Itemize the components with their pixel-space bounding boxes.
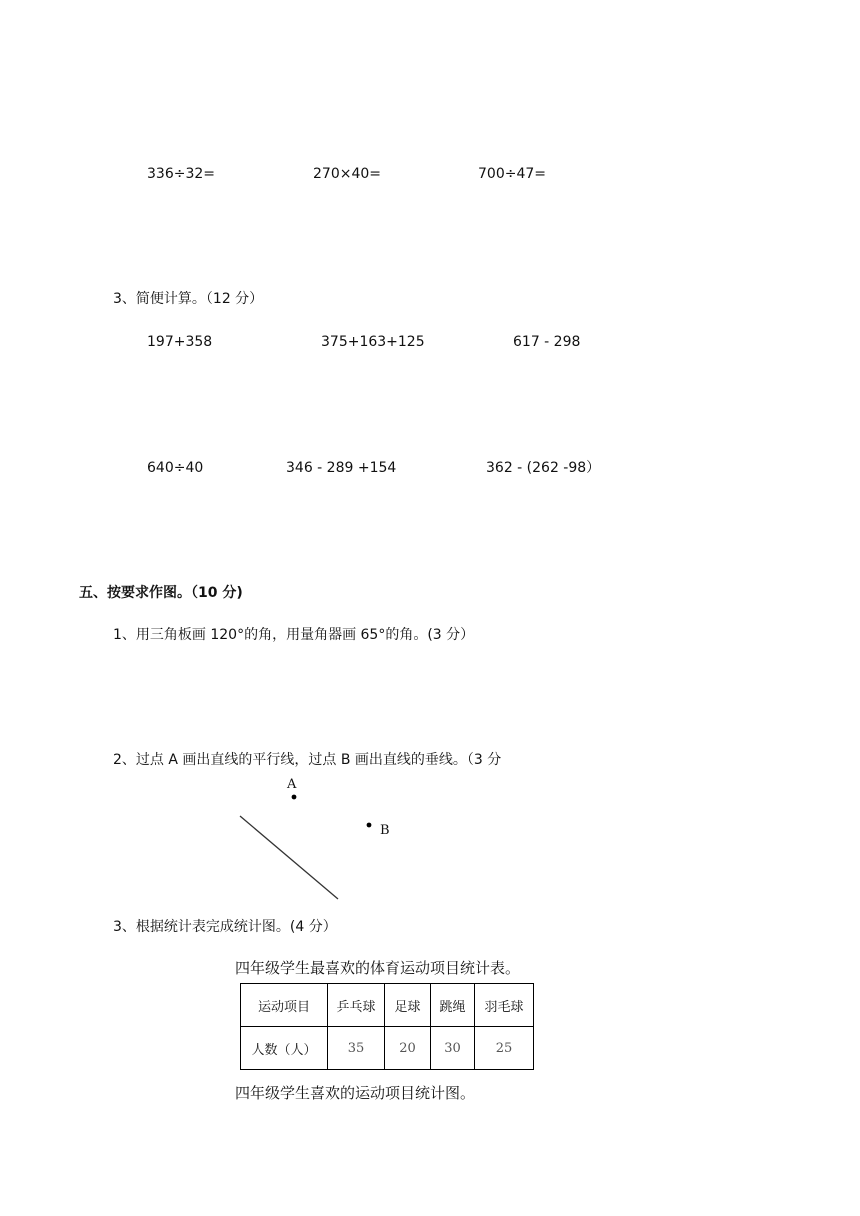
simple-problem-6: 362 - (262 -98） — [486, 460, 601, 476]
simple-problem-4: 640÷40 — [147, 460, 204, 476]
value-cell: 20 — [385, 1027, 431, 1070]
point-a-dot — [292, 795, 297, 800]
point-b-label: B — [380, 823, 390, 838]
question-2: 2、过点 A 画出直线的平行线，过点 B 画出直线的垂线。（3 分 — [113, 752, 502, 768]
point-b-dot — [367, 823, 372, 828]
section-3-title: 3、简便计算。（12 分） — [113, 291, 264, 307]
simple-problem-3: 617 - 298 — [513, 334, 581, 350]
given-line — [240, 816, 338, 899]
simple-problem-2: 375+163+125 — [321, 334, 425, 350]
question-1: 1、用三角板画 120°的角，用量角器画 65°的角。(3 分） — [113, 627, 475, 643]
calc-problem-3: 700÷47= — [478, 166, 546, 182]
header-cell: 运动项目 — [241, 984, 328, 1027]
statistics-table — [240, 983, 534, 1070]
table-title: 四年级学生最喜欢的体育运动项目统计表。 — [235, 959, 521, 977]
section-5-heading: 五、按要求作图。（10 分) — [79, 585, 243, 601]
header-cell: 跳绳 — [431, 984, 475, 1027]
calc-problem-1: 336÷32= — [147, 166, 215, 182]
header-cell: 羽毛球 — [475, 984, 534, 1027]
table-header-row — [241, 984, 534, 1027]
point-a-label: A — [287, 777, 297, 792]
header-cell: 足球 — [385, 984, 431, 1027]
value-cell: 25 — [475, 1027, 534, 1070]
simple-problem-5: 346 - 289 +154 — [286, 460, 397, 476]
question-3: 3、根据统计表完成统计图。(4 分） — [113, 919, 337, 935]
row-label-cell: 人数（人） — [241, 1027, 328, 1070]
value-cell: 35 — [328, 1027, 385, 1070]
table-data-row — [241, 1027, 534, 1070]
chart-title: 四年级学生喜欢的运动项目统计图。 — [235, 1084, 476, 1102]
simple-problem-1: 197+358 — [147, 334, 213, 350]
value-cell: 30 — [431, 1027, 475, 1070]
header-cell: 乒乓球 — [328, 984, 385, 1027]
calc-problem-2: 270×40= — [313, 166, 381, 182]
